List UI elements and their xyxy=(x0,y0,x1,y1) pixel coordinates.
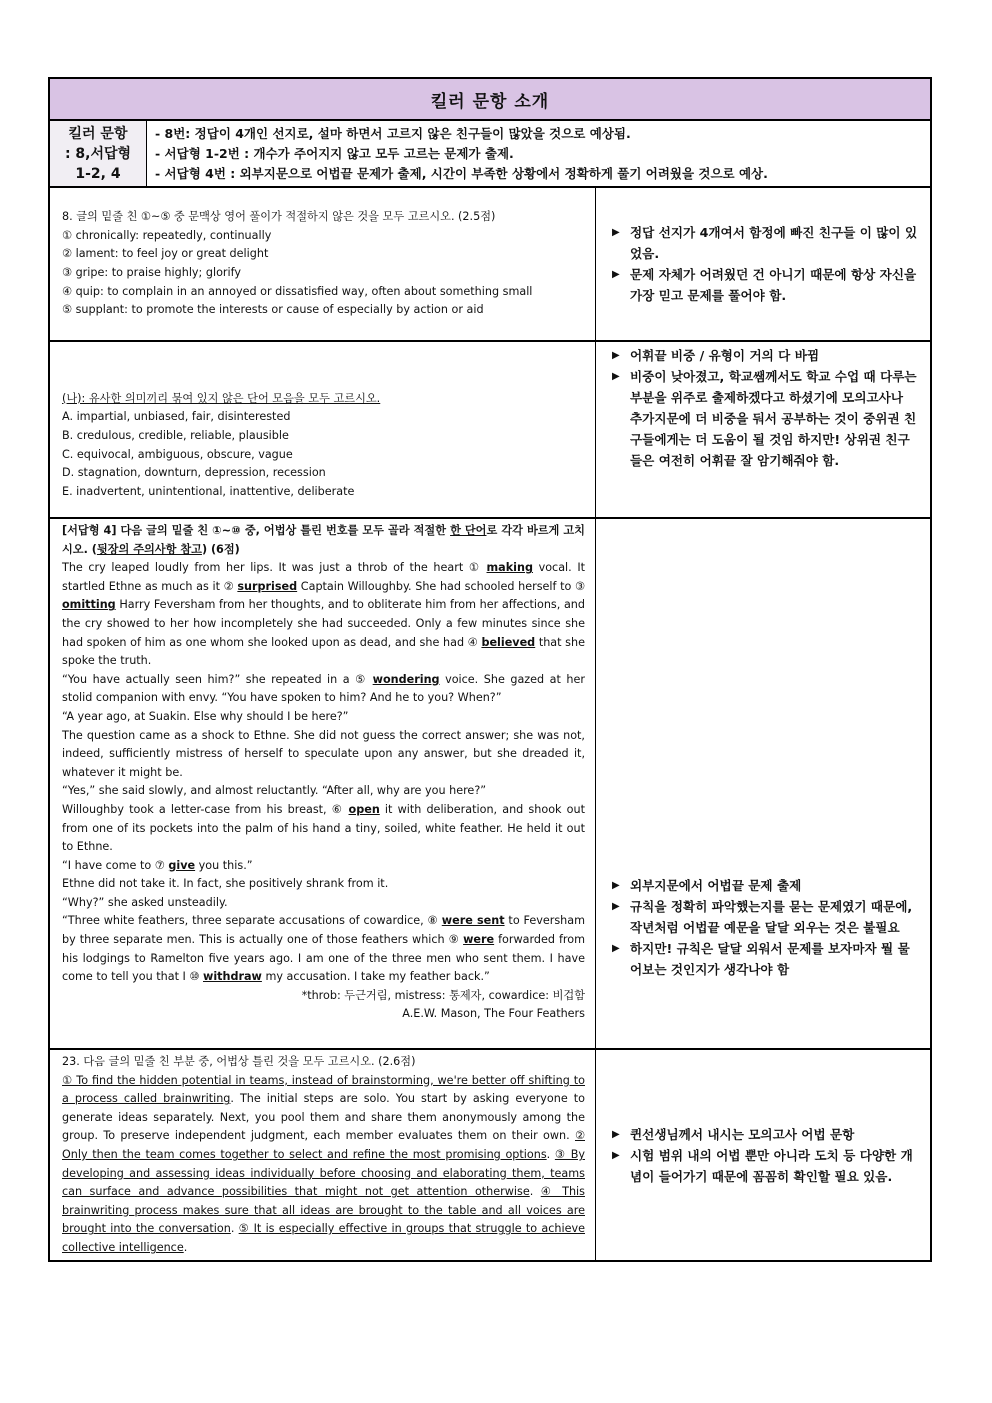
note-text: 문제 자체가 어려웠던 건 아니기 때문에 항상 자신을 가장 믿고 문제를 풀어야 함. xyxy=(630,267,917,303)
option: ② lament: to feel joy or great delight xyxy=(62,247,269,261)
intro-line: - 서답형 1-2번 : 개수가 주어지지 않고 모두 고르는 문제가 출제. xyxy=(155,146,514,161)
note-text: 규칙을 정확히 파악했는지를 묻는 문제였기 때문에, 작년처럼 어법끝 예문을 달달 외우는 것은 불필요 xyxy=(630,899,913,935)
passage-paragraph: Ethne did not take it. In fact, she positively shrank from it. xyxy=(62,877,389,891)
intro-line: - 8번: 정답이 4개인 선지로, 설마 하면서 고르지 않은 친구들이 많았을 것으로 예상됨. xyxy=(155,126,631,141)
option: ③ gripe: to praise highly; glorify xyxy=(62,266,241,279)
passage-paragraph: “A year ago, at Suakin. Else why should I be here?” xyxy=(62,709,349,723)
note xyxy=(612,938,918,980)
option: ① chronically: repeatedly, continually xyxy=(62,228,272,242)
question-23 xyxy=(50,1050,596,1260)
option: A. impartial, unbiased, fair, disinterested xyxy=(62,410,291,424)
arrow-icon: ▶ xyxy=(612,1149,620,1161)
note xyxy=(612,366,918,471)
killer-question-table xyxy=(48,77,932,1262)
option: D. stagnation, downturn, depression, recession xyxy=(62,466,326,480)
note xyxy=(612,264,918,306)
page-title: 킬러 문항 소개 xyxy=(50,79,930,121)
option: E. inadvertent, unintentional, inattentive, deliberate xyxy=(62,484,355,498)
arrow-icon: ▶ xyxy=(612,880,620,891)
passage-paragraph: “Why?” she asked unsteadily. xyxy=(62,895,228,909)
note-text: 비중이 낮아졌고, 학교쌤께서도 학교 수업 때 다루는 부분을 위주로 출제하겠다고 하셨기에 모의고사나 추가지문에 더 비중을 둬서 공부하는 것이 중위권 친구들에게는 더 도움이 될 것임 하지만! 상위권 친구들은 여전히 어휘끝 잘 암기해줘야 함. xyxy=(630,369,917,468)
intro-line: - 서답형 4번 : 외부지문으로 어법끝 문제가 출제, 시간이 부족한 상황에서 정확하게 풀기 어려웠을 것으로 예상. xyxy=(155,166,768,181)
note xyxy=(612,345,918,366)
question-4-notes xyxy=(596,519,930,1048)
note xyxy=(612,875,918,896)
note-text: 시험 범위 내의 어법 뿐만 아니라 도치 등 다양한 개념이 들어가기 때문에 꼼꼼히 확인할 필요 있음. xyxy=(630,1147,913,1184)
passage-paragraph: Willoughby took a letter-case from his breast, ⑥ open it with deliberation, and shook out from one of its pockets into the palm of his hand a tiny, soiled, white feather. He held it out to Ethne. xyxy=(62,802,585,854)
passage-paragraph: “You have actually seen him?” she repeated in a ⑤ wondering voice. She gazed at her stolid companion with envy. “You have spoken to him? And he to you? When?” xyxy=(62,672,585,705)
intro-label-line: 킬러 문항 xyxy=(68,125,128,142)
note xyxy=(612,222,918,264)
intro-summary xyxy=(147,121,930,186)
note xyxy=(612,1124,918,1145)
note-text: 어휘끝 비중 / 유형이 거의 다 바뀜 xyxy=(630,348,820,363)
note-text: 정답 선지가 4개여서 함정에 빠진 친구들 이 많이 있었음. xyxy=(630,225,918,261)
note-text: 퀸선생님께서 내시는 모의고사 어법 문항 xyxy=(630,1126,855,1142)
option: ④ quip: to complain in an annoyed or dissatisfied way, often about something small xyxy=(62,284,533,298)
passage-paragraph: The cry leaped loudly from her lips. It was just a throb of the heart ① making vocal. It startled Ethne as much as it ② surprised Captain Willoughby. She had schooled herself to ③ omitting Harry Feversham from her thoughts, and to obliterate him from her affections, and the cry showed to her how incompletely she had succeeded. Only a few minutes since she had spoken of him as one whom she looked upon as dead, and she had ④ believed that she spoke the truth. xyxy=(62,561,586,668)
passage-paragraph: “I have come to ⑦ give you this.” xyxy=(62,858,253,872)
question-na-notes xyxy=(596,342,930,517)
source-citation: A.E.W. Mason, The Four Feathers xyxy=(402,1007,585,1021)
arrow-icon: ▶ xyxy=(612,1128,620,1140)
question-8-row xyxy=(50,188,930,342)
note xyxy=(612,1145,918,1187)
question-stem: 8. 글의 밑줄 친 ①~⑤ 중 문맥상 영어 풀이가 적절하지 않은 것을 모두 고르시오. (2.5점) xyxy=(62,210,496,224)
question-4 xyxy=(50,519,596,1048)
arrow-icon: ▶ xyxy=(612,371,620,382)
arrow-icon: ▶ xyxy=(612,943,620,954)
question-4-row xyxy=(50,519,930,1050)
arrow-icon: ▶ xyxy=(612,269,620,280)
question-stem: 23. 다음 글의 밑줄 친 부분 중, 어법상 틀린 것을 모두 고르시오. (2.6점) xyxy=(62,1055,416,1068)
question-stem: (나): 유사한 의미끼리 묶여 있지 않은 단어 모음을 모두 고르시오. xyxy=(62,391,381,405)
question-23-notes xyxy=(596,1050,930,1260)
passage-paragraph: “Yes,” she said slowly, and almost reluctantly. “After all, why are you here?” xyxy=(62,784,487,798)
glossary: *throb: 두근거림, mistress: 통제자, cowardice: 비겁함 xyxy=(301,988,585,1002)
passage: ① To find the hidden potential in teams, instead of brainstorming, we're better off shifting to a process called brainwriting. The initial steps are solo. You start by asking everyone to generate ideas separately. Next, you pool them and share them anonymously among the group. To preserve independent judgment, each member evaluates them on their own. ② Only then the team comes together to select and refine the most promising options. ③ By developing and assessing ideas individually before choosing and elaborating them, teams can surface and advance possibilities that might not get attention otherwise. ④ This brainwriting process makes sure that all ideas are brought to the table and all voices are brought into the conversation. ⑤ It is especially effective in groups that struggle to achieve collective intelligence. xyxy=(62,1073,585,1254)
question-stem: [서답형 4] 다음 글의 밑줄 친 ①~⑩ 중, 어법상 틀린 번호를 모두 골라 적절한 한 단어로 각각 바르게 고치시오. (뒷장의 주의사항 참고) (6점) xyxy=(62,524,585,556)
question-na-row xyxy=(50,342,930,519)
passage-paragraph: The question came as a shock to Ethne. She did not guess the correct answer; she was not, indeed, sufficiently mistress of herself to speculate upon any answer, but she dreaded it, whatever it might be. xyxy=(62,728,585,779)
note-text: 하지만! 규칙은 달달 외워서 문제를 보자마자 뭘 물어보는 것인지가 생각나야 함 xyxy=(630,941,910,977)
question-na xyxy=(50,342,596,517)
option: C. equivocal, ambiguous, obscure, vague xyxy=(62,447,293,461)
passage-paragraph: “Three white feathers, three separate accusations of cowardice, ⑧ were sent to Feversham by three separate men. This is actually one of those feathers which ⑨ were forwarded from his lodgings to Ramelton five years ago. I am one of the three men who sent them. I have come to tell you that I ⑩ withdraw my accusation. I take my feather back.” xyxy=(62,914,586,984)
intro-label-line: 1-2, 4 xyxy=(75,165,121,182)
arrow-icon: ▶ xyxy=(612,227,620,238)
intro-row xyxy=(50,121,930,188)
question-8-notes xyxy=(596,188,930,340)
question-23-row xyxy=(50,1050,930,1260)
arrow-icon: ▶ xyxy=(612,901,620,912)
arrow-icon: ▶ xyxy=(612,350,620,361)
intro-label xyxy=(50,121,147,186)
question-8 xyxy=(50,188,596,340)
option: ⑤ supplant: to promote the interests or cause of especially by action or aid xyxy=(62,303,484,317)
intro-label-line: : 8,서답형 xyxy=(64,145,132,162)
option: B. credulous, credible, reliable, plausible xyxy=(62,428,289,442)
note-text: 외부지문에서 어법끝 문제 출제 xyxy=(630,878,802,893)
note xyxy=(612,896,918,938)
